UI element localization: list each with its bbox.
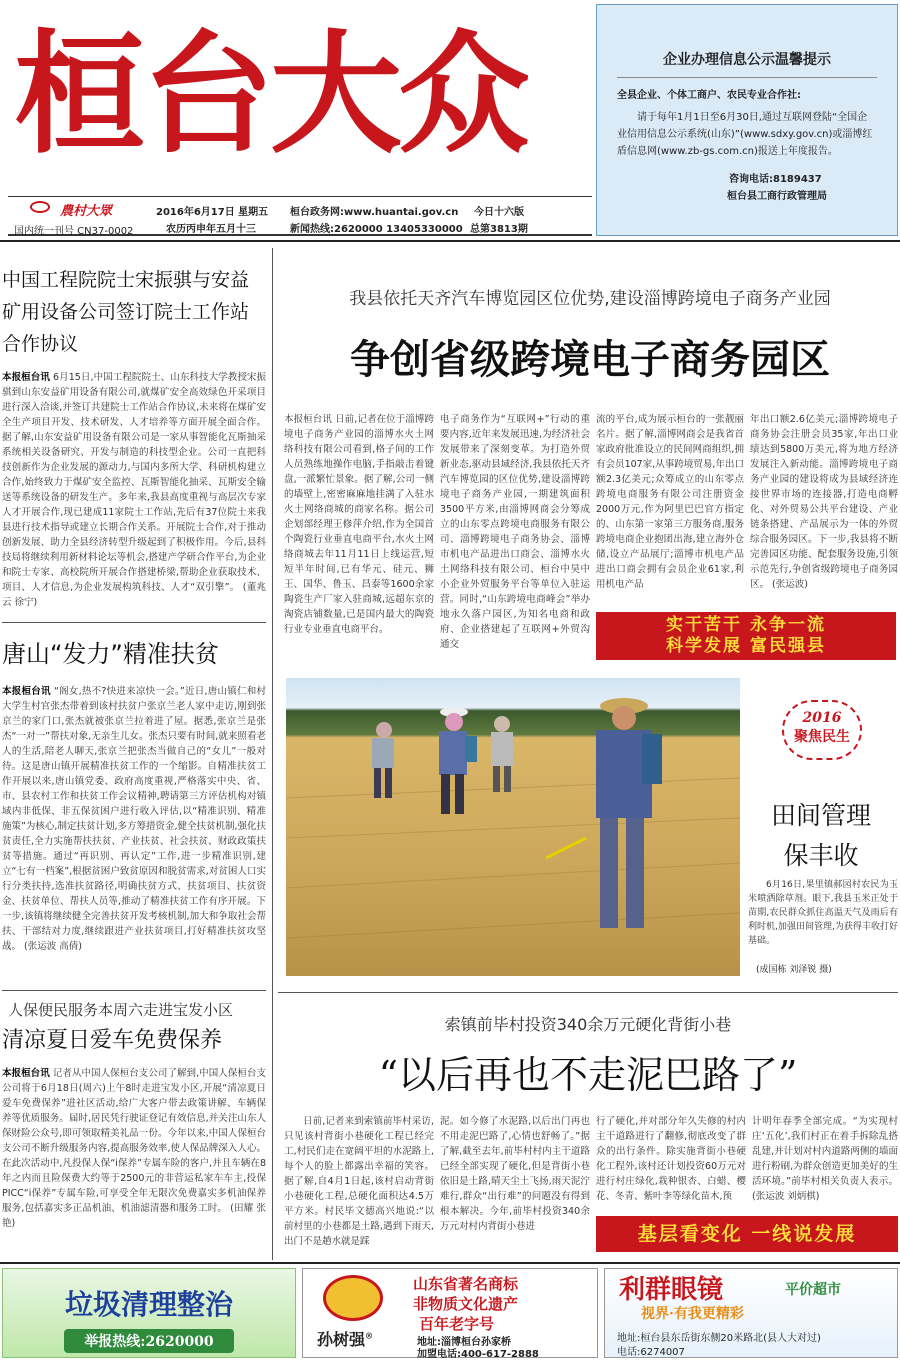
ad-liqun[interactable] [604,1268,898,1358]
notice-phone: 咨询电话:8189437 [729,174,822,185]
page-count: 今日十六版 [474,207,524,218]
lead-col-1: 本报桓台讯 日前,记者在位于淄博跨境电子商务产业园的淄博水火土网络科技有限公司看到,格子间的工作人员熟练地操作电脑,手指敲击着键盘,一派繁忙景象。据了解,公司一侧的墙壁上,密密麻麻地挂满了入驻水火土网络商城的商家名称。据公司企划部经理王修萍介绍,作为全国首个陶瓷行业垂直电商平台,水火土网络商城去年11月11日上线运营,短短半年时间,已有华元、硅元、狮王、国华、鲁玉、昌泰等1600余家陶瓷生产厂家入驻商城,远超东京的淘瓷店铺数量,已是国内最大的陶瓷行业专业垂直电商平台。 [284,414,434,635]
masthead-title: 桓台大众 [14,17,526,172]
slogan-banner-1 [596,612,896,660]
seal-mark [30,201,50,213]
notice-org: 桓台县工商行政管理局 [727,191,827,202]
ad-cleanup[interactable] [2,1268,296,1358]
photo-figures [286,678,740,976]
byline: (张运波) [772,579,808,590]
dateline: 本报桓台讯 [2,686,51,697]
field-photo [286,678,740,976]
lead-col-4 [750,412,898,610]
byline: (张运波 高倩) [24,941,82,952]
farmer-back [491,716,513,792]
body-text [2,370,266,642]
issue-date: 2016年6月17日 星期五 [156,207,269,218]
masthead [0,0,592,240]
ad-phone: 加盟电话:400-617-2888 [417,1349,539,1360]
ad-phone: 电话:6274007 [617,1347,685,1358]
farmer-front [546,698,662,928]
masthead-divider [0,240,900,242]
photo-title-1: 田间管理 [770,801,871,830]
story2-col-3: 行了硬化,并对部分年久失修的村内主干道路进行了翻修,彻底改变了群众的出行条件。除实施背街小巷硬化工程外,该村还计划投资60万元对进行村庄绿化,栽种银杏、白蜡、樱花、冬青、紫叶李等绿化苗木,预 [596,1116,746,1202]
article-poverty [2,634,266,986]
bottom-rule [0,1262,900,1264]
ad-cleanup-hotline: 举报热线:2620000 [64,1329,233,1353]
slogan-line-1: 实干苦干 永争一流 [666,615,826,635]
kicker: 人保便民服务本周六走进宝发小区 [8,1001,234,1019]
headline: 唐山“发力”精准扶贫 [2,640,219,668]
ad-slogan: 视界·有我更精彩 [641,1306,744,1322]
news-hotline: 新闻热线:2620000 13405330000 [290,224,463,235]
dateline: 本报桓台讯 [2,372,50,383]
brand-text: 孙树强 [317,1330,366,1349]
dateline: 本报桓台讯 [2,1068,50,1079]
article-picc [2,998,266,1246]
paragraph: 6月15日,中国工程院院士、山东科技大学教授宋振骐到山东安益矿用设备有限公司,就煤矿安全高效绿色开采项目进行深入洽谈,并签订共建院士工作站合作协议,未来将在煤矿安全生产项目开发、技术研发、人才培养等方面开展全面合作。据了解,山东安益矿用设备有限公司是一家从事智能化瓦斯抽采系统相关设备研究、开发与制造的科技型企业。公司一直把科技创新作为企业发展的源动力,与国内多所大学、科研机构建立合作,始终致力于煤矿安全监控、瓦斯智能化抽采、瓦斯安全输送等系统设备的研发生产。多年来,我县高度重视与高层次专家人才开展合作,现已建成11家院士工作站,先后有37位院士来我县进行技术指导或建立长期合作关系。开展院士合作,对于推动创新发展、助力全县经济转型升级起到了积极作用。今后,县科技局将继续利用新材料论坛等机会,搭建产学研合作平台,为企业和院士专家、高校院所开展合作搭建桥梁,帮助企业获取技术、项目、人才信息,为企业发展构筑科技、人才“双引擎”。 [2,372,266,593]
headline: 清凉夏日爱车免费保养 [2,1028,223,1053]
ad-line-1: 山东省著名商标 [413,1275,519,1293]
story2-col-1: 日前,记者来到索镇前毕村采访,只见该村背街小巷硬化工程已经完工,村民们走在宽阔平坦的水泥路上,每个人的脸上都露出幸福的笑容。据了解,自4月1日起,该村启动背街小巷硬化工程,总硬化面积达4.5万平方米。村民毕文德高兴地说:“以前村里的小巷都是土路,遇到下雨天,出门不是趟水就是踩 [284,1116,434,1247]
lead-col-3: 流的平台,成为展示桓台的一张靓丽名片。据了解,淄博网商会是我省首家政府批准设立的民间网商组织,拥有会员107家,从事跨境贸易,年出口额2.3亿美元;众筹成立的山东零点跨境电商服务有限公司注册资金2000万元,作为阿里巴巴官方指定的、山东第一家第三方服务商,服务跨境电商企业抱团出海,建立海外仓储,设立产品展厅;淄博市机电产品进出口商会拥有会员企业61家,利用机电产品 [596,414,744,590]
brand-reg: ® [365,1330,374,1341]
byline: (董兆云 徐宁) [2,582,266,608]
brand-name [317,1327,373,1350]
notice-title: 企业办理信息公示温馨提示 [663,52,831,68]
ad-sunshuqiang[interactable] [302,1268,598,1358]
lunar-date: 农历丙申年五月十三 [166,224,256,235]
paragraph: 年出口额2.6亿美元;淄博跨境电子商务协会注册会员35家,年出口业绩达到5800万美元,将为地方经济发展注入新动能。淄博跨境电子商务产业园的建设将成为县域经济连接世界市场的连接器,打造电商孵化、对外贸易公共平台建设、产业链条搭建、产品展示为一体的外贸综合服务园区。下一步,我县将不断完善园区功能、配套服务设施,引领示范先行,争创省级跨境电子商务园区。 [750,414,898,590]
rule [2,990,266,991]
ad-title: 利群眼镜 [619,1275,724,1305]
seal-text: 農村大眾 [60,204,113,219]
cn-number: 国内统一刊号 CN37-0002 [14,226,134,237]
rule [2,622,266,623]
notice-salutation: 全县企业、个体工商户、农民专业合作社: [617,90,801,101]
site-url[interactable]: 桓台政务网:www.huantai.gov.cn [290,207,459,218]
article-academician [2,264,266,642]
photo-title-2: 保丰收 [783,841,859,870]
paragraph: 记者从中国人保桓台支公司了解到,中国人保桓台支公司将于6月18日(周六)上午8时走进宝发小区,开展“清凉夏日爱车免费保养”进社区活动,给广大客户带去政策讲解、车辆保养等优质服务。届时,居民凭行驶证登记有效信息,并关注山东人保财险公众号,即可领取精美礼品一份。今年以来,中国人保桓台支公司不断升级服务内容,提高服务效率,使人保品牌深入人心。在此次活动中,凡投保人保“i保养”专属车险的客户,并且车辆在8年之内而且险保费大约等于2500元的非营运私家车车主,投保PICC“i保养”专属车险,可享受全年无限次免费嘉实多机油保养服务,包括嘉实多正品机油、机油滤清器和服务工时。 [2,1068,266,1214]
story2-headline: “以后再也不走泥巴路了” [378,1053,798,1097]
photo-panel [744,700,898,976]
headline: 中国工程院院士宋振骐与安益矿用设备公司签订院士工作站合作协议 [2,269,250,355]
paragraph: “阁女,热不?快进来凉快一会。”近日,唐山镇仁和村大学生村官张杰带着到该村扶贫户张京兰老人家中走访,刚到张京兰的家门口,张杰就被张京兰拉着进了屋。据悉,张京兰是张杰“一对一”帮扶对象,无亲生儿女。张杰只要有时间,就来照看老人的生活,陪老人聊天,张京兰把张杰当做自己的“女儿”一般对待。这是唐山镇开展精准扶贫工作的一个缩影。自精准扶贫工作开展以来,唐山镇党委、政府高度重视,严格落实中央、省、市、县农村工作和扶贫工作会议精神,聘请第三方评估机构对镇域内非低保、非五保贫困户进行收入评估,以“精准识别、精准施策”为核心,制定扶贫计划,多方筹措资金,健全扶贫机制,强化扶贫责任,全力实施帮扶扶贫、产业扶贫、社会扶贫、财政政策扶贫等措施。通过“再识别、再认定”工作,进一步精准识别,建立“七有一档案”,根据贫困户致贫原因和脱贫需求,对贫困人口实行分类扶持,选准扶贫路径,明确扶贫方式、扶贫项目、扶贫资金、扶贫单位、帮扶人员等,推动了精准扶贫工作有序开展。下一步,该镇将继续健全完善扶贫开发考核机制,加大和争取社会帮扶、干部结对力度,继续跟进产业扶贫项目,打好精准扶贫攻坚战。 [2,686,266,952]
seal-logo [10,200,130,218]
rule [278,992,898,993]
notice-box [596,4,898,236]
slogan-text: 基层看变化 一线说发展 [637,1223,857,1245]
ad-address: 地址:桓台县东岳街东侧20米路北(县人大对过) [617,1333,821,1344]
story2-col-2: 泥。如今修了水泥路,以后出门再也不用走泥巴路了,心情也舒畅了。”据了解,截至去年,前毕村村内主干道路已经全部实现了硬化,但是背街小巷依旧是土路,晴天尘土飞扬,雨天泥泞难行,群众“出行难”的问题没有得到根本解决。今年,前毕村投资340余万元对村内背街小巷进 [440,1116,590,1232]
farmer-left [372,722,394,798]
slogan-banner-2 [596,1216,898,1252]
farmer-middle [439,707,477,814]
ad-line-3: 百年老字号 [419,1315,495,1333]
byline: (田耀 张艳) [2,1203,266,1229]
ad-line-2: 非物质文化遗产 [413,1295,519,1313]
notice-body: 请于每年1月1日至6月30日,通过互联网登陆“全国企业信用信息公示系统(山东)”(www.sdxy.gov.cn)或淄博红盾信息网(www.zb-gs.com.cn)报送上年度报告。 [617,112,873,157]
story2-col-4 [752,1114,898,1212]
lead-col-2: 电子商务作为“互联网+”行动的重要内容,近年来发展迅速,为经济社会发展带来了深刻变革。为打造外贸新业态,驱动县域经济,我县依托天齐汽车博览园的区位优势,建设淄博跨境电子商务产业园,一期建筑面积3500平方米,由淄博网商会分筹成立的山东零点跨境电商服务有限公司、淄博跨境电子商务协会、淄博市机电产品进出口商会、淄博水火土网络科技有限公司、桓台中昊中小企业外贸服务平台等单位入驻运营。同时,“山东跨境电商峰会”举办地永久落户园区,为知名电商和政府、企业搭建起了互联网+外贸沟通交 [440,414,590,650]
serial-number: 总第3813期 [470,224,528,235]
paragraph: 计明年春季全部完成。“为实现村庄‘五化’,我们村正在着手拆除乱搭乱建,并计划对村内道路两侧的墙面进行粉刷,为群众创造更加美好的生活环境。”前毕村相关负责人表示。 [752,1116,898,1187]
column-divider [272,248,273,1260]
byline: (张运波 刘炳棋) [752,1191,820,1202]
lead-kicker: 我县依托天齐汽车博览园区位优势,建设淄博跨境电子商务产业园 [349,289,831,309]
photo-caption: 6月16日,果里镇郝园村农民为玉米喷洒除草剂。眼下,我县玉米正处于苗期,农民群众抓住高温天气及雨后有利时机,加强田间管理,为获得丰收打好基础。 [748,880,898,946]
slogan-line-2: 科学发展 富民强县 [666,636,826,656]
body-text [2,684,266,986]
badge-year: 2016 [802,710,842,726]
ad-cleanup-title: 垃圾清理整治 [64,1288,233,1321]
badge-text: 聚焦民生 [794,729,850,745]
brand-logo [323,1275,383,1321]
photo-credit: (成国栋 刘泽锐 摄) [756,965,832,975]
ad-tag: 平价超市 [785,1282,841,1298]
focus-badge [782,700,862,760]
body-text [2,1066,266,1246]
ad-address: 地址:淄博桓台孙家桥 [417,1337,511,1348]
lead-headline: 争创省级跨境电子商务园区 [350,336,830,383]
story2-kicker: 索镇前毕村投资340余万元硬化背街小巷 [444,1015,732,1034]
